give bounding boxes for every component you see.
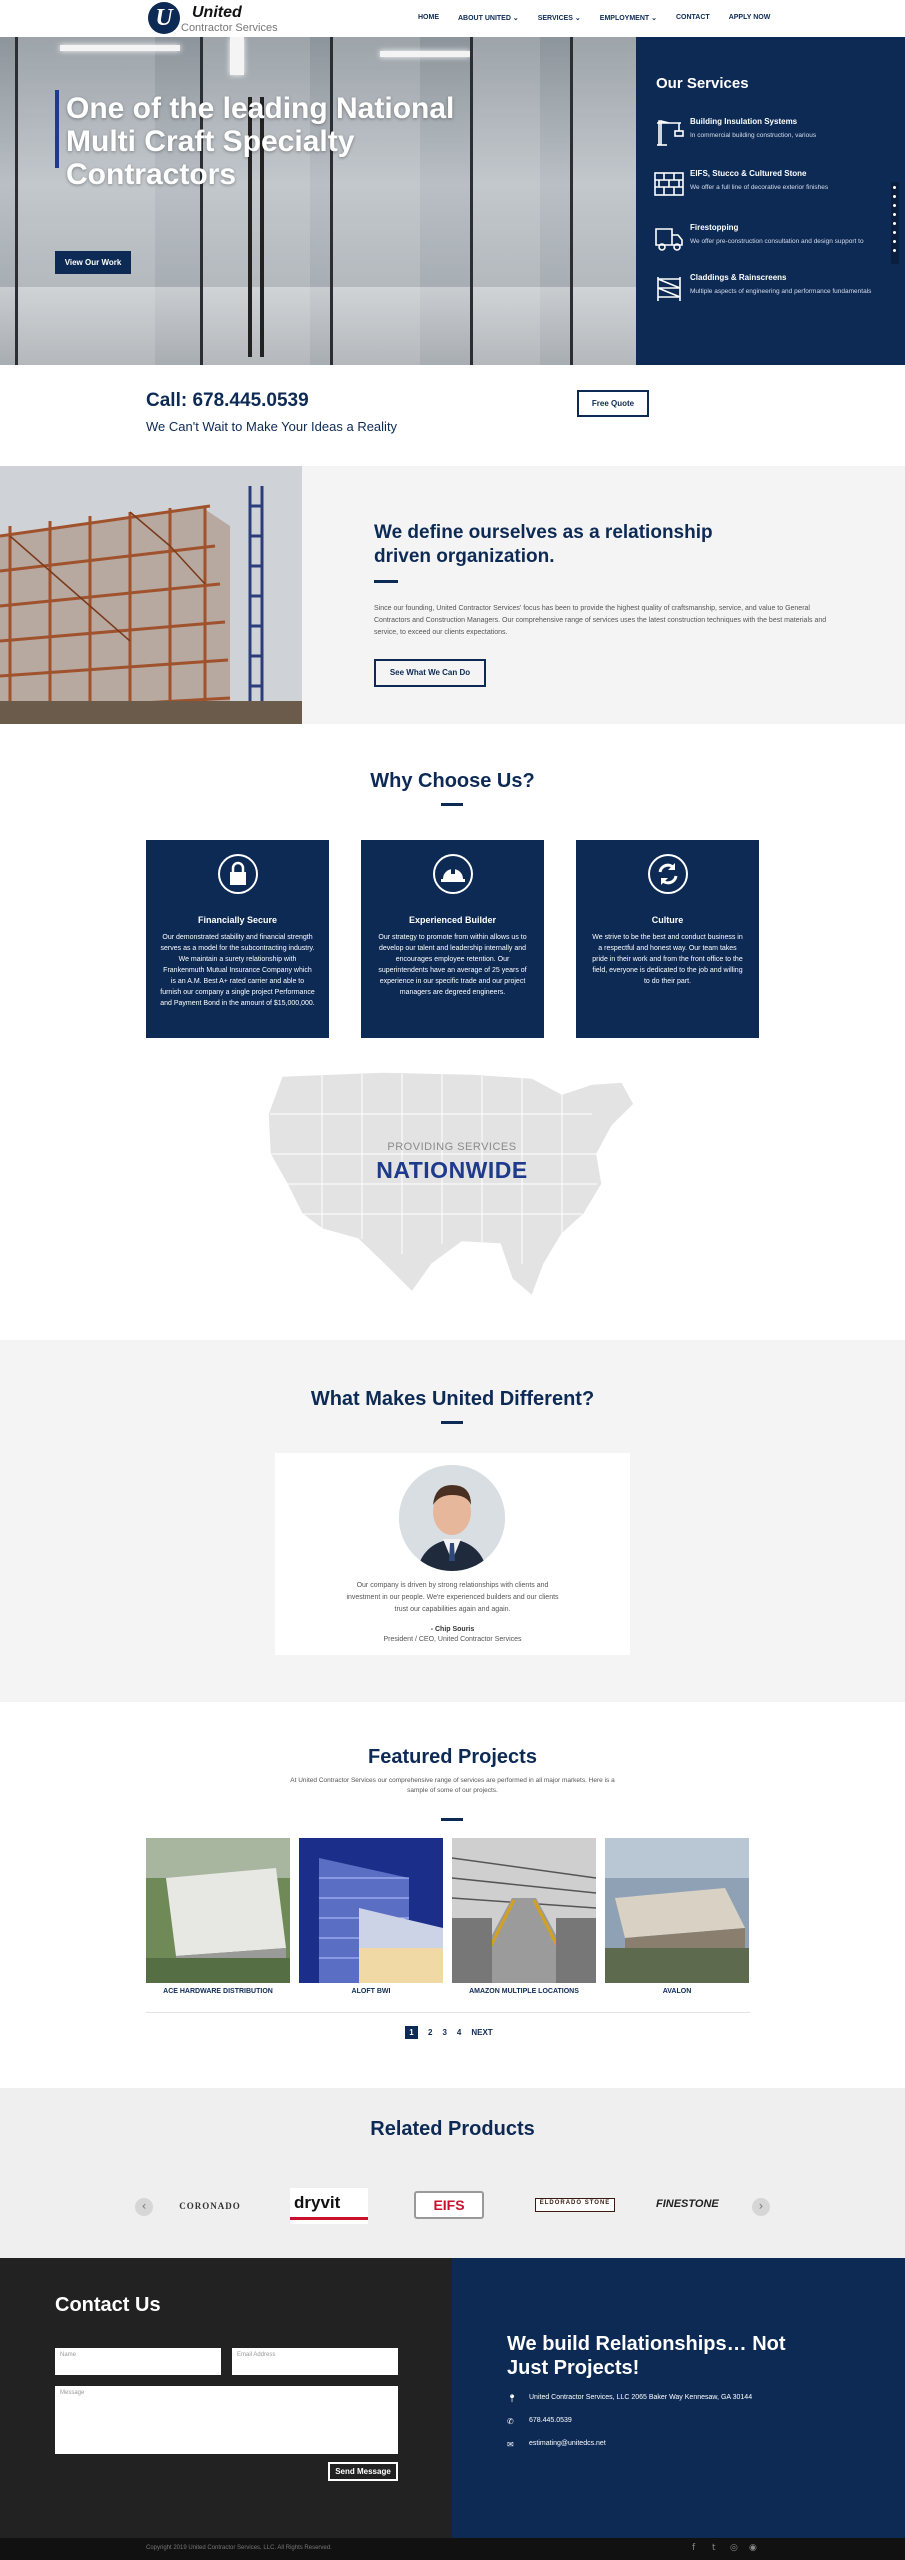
hero-banner — [0, 37, 636, 365]
service-title: Firestopping — [690, 223, 739, 232]
free-quote-button[interactable]: Free Quote — [577, 390, 649, 417]
carousel-prev-button[interactable]: ‹ — [135, 2198, 153, 2216]
testimonial-author: - Chip Souris — [430, 1626, 475, 1633]
service-title: EIFS, Stucco & Cultured Stone — [690, 169, 807, 178]
phone-icon: ✆ — [507, 2417, 514, 2426]
instagram-icon[interactable]: ◎ — [730, 2543, 738, 2553]
hero-title: One of the leading National Multi Craft Specialty Contractors — [66, 92, 455, 191]
hero-accent-bar — [55, 90, 59, 168]
glass-panel — [15, 37, 155, 365]
brand-eldorado[interactable]: ELDORADO STONE — [535, 2188, 615, 2224]
relationships-title: We build Relationships… Not Just Projects! — [507, 2333, 786, 2379]
message-textarea[interactable]: Message — [55, 2386, 398, 2454]
services-panel — [636, 37, 905, 365]
email-row[interactable] — [507, 2440, 606, 2449]
page-3[interactable]: 3 — [442, 2028, 447, 2037]
define-title: We define ourselves as a relationship driven organization. — [374, 522, 713, 567]
nav-home[interactable]: HOME — [418, 14, 439, 21]
card-financially-secure — [146, 840, 329, 1038]
related-title: Related Products — [370, 2118, 535, 2140]
call-section — [0, 365, 905, 465]
brand-stripe — [290, 2217, 368, 2220]
glass-panel — [470, 37, 540, 365]
address-text: United Contractor Services, LLC 2065 Baker Way Kennesaw, GA 30144 — [529, 2394, 753, 2401]
project-card[interactable] — [452, 1838, 596, 1995]
logo-subtitle: Contractor Services — [181, 22, 278, 34]
nav-apply-now[interactable]: APPLY NOW — [728, 14, 771, 21]
phone-text[interactable]: 678.445.0539 — [529, 2417, 572, 2424]
project-image[interactable] — [299, 1838, 443, 1983]
map-headline: NATIONWIDE — [376, 1157, 528, 1183]
service-desc: Multiple aspects of engineering and performance fundamentals — [690, 288, 872, 295]
map-pin-icon: 📍︎ — [507, 2394, 518, 2403]
slide-dot[interactable] — [893, 240, 896, 243]
project-image[interactable] — [146, 1838, 290, 1983]
phone-row[interactable] — [507, 2417, 572, 2426]
service-desc: In commercial building construction, various — [690, 132, 817, 139]
card-experienced-builder — [361, 840, 544, 1038]
define-text: Since our founding, United Contractor Services' focus has been to provide the highest quality of craftsmanship, service, and value to General Contractors and Construction Managers. Our comprehensive range of services uses the latest construction techniques with the best materials and service, to exceed our clients expectations. — [374, 605, 827, 636]
slide-dot[interactable] — [893, 222, 896, 225]
envelope-icon: ✉ — [507, 2440, 514, 2449]
title-underline — [441, 1818, 463, 1821]
project-image[interactable] — [605, 1838, 749, 1983]
card-title: Financially Secure — [197, 915, 278, 925]
slide-dot[interactable] — [893, 213, 896, 216]
glass-panel — [330, 37, 420, 365]
lock-icon — [218, 854, 258, 894]
different-title: What Makes United Different? — [310, 1388, 595, 1410]
logo-name: United — [192, 4, 242, 21]
slide-dot[interactable] — [893, 204, 896, 207]
call-tagline: We Can't Wait to Make Your Ideas a Reality — [146, 419, 398, 434]
service-desc: We offer a full line of decorative exterior finishes — [690, 184, 829, 191]
brand-coronado[interactable]: CORONADO — [179, 2201, 241, 2211]
main-nav — [418, 14, 789, 22]
glass-panel — [200, 37, 310, 365]
map-caption: PROVIDING SERVICES — [387, 1141, 517, 1153]
title-underline — [441, 1421, 463, 1424]
card-culture — [576, 840, 759, 1038]
nav-services[interactable]: SERVICES ⌄ — [537, 15, 581, 22]
project-image[interactable] — [452, 1838, 596, 1983]
card-title: Experienced Builder — [408, 915, 497, 925]
page-next[interactable]: NEXT — [471, 2028, 493, 2037]
see-what-we-can-do-button[interactable]: See What We Can Do — [374, 659, 486, 687]
card-text: We strive to be the best and conduct business in a respectful and honest way. Our team takes pride in their work and from the front office to the field, everyone is dedicated to the job and willing to do their part. — [592, 934, 743, 985]
slide-dot[interactable] — [893, 186, 896, 189]
email-text[interactable]: estimating@unitedcs.net — [529, 2440, 606, 2447]
page-2[interactable]: 2 — [428, 2028, 433, 2037]
slide-dot[interactable] — [893, 195, 896, 198]
address-row — [507, 2394, 753, 2403]
refresh-icon — [648, 854, 688, 894]
slide-dots — [891, 182, 899, 264]
name-input[interactable]: Name — [55, 2348, 221, 2375]
project-caption[interactable]: ACE HARDWARE DISTRIBUTION — [163, 1988, 273, 1995]
project-card[interactable] — [605, 1838, 749, 1995]
divider — [146, 2012, 750, 2013]
title-underline — [441, 803, 463, 806]
project-card[interactable] — [299, 1838, 443, 1995]
service-desc: We offer pre-construction consultation and design support to — [690, 238, 864, 245]
card-text: Our demonstrated stability and financial strength serves as a model for the subcontracting industry. We maintain a surety relationship with Frankenmuth Mutual Insurance Company which is an A.M. Best A+ rated carrier and able to furnish our company a single project Performance and Payment Bond in the amount of $15,000,000. — [160, 934, 315, 1007]
card-title: Culture — [651, 915, 684, 925]
service-title: Claddings & Rainscreens — [690, 273, 787, 282]
slide-dot[interactable] — [893, 231, 896, 234]
nav-contact[interactable]: CONTACT — [676, 14, 710, 21]
avatar — [399, 1465, 505, 1571]
projects-title: Featured Projects — [368, 1746, 537, 1768]
title-underline — [374, 580, 398, 583]
scaffold-icon — [654, 273, 684, 303]
service-title: Building Insulation Systems — [690, 117, 798, 126]
testimonial-role: President / CEO, United Contractor Services — [383, 1636, 522, 1643]
page-1[interactable]: 1 — [405, 2026, 418, 2039]
footer — [0, 2538, 905, 2560]
testimonial-quote: Our company is driven by strong relationships with clients and investment in our people. We're experienced builders and our clients trust our capabilities again and again. — [346, 1582, 559, 1613]
crane-icon — [654, 117, 684, 147]
logo-mark: U — [148, 2, 180, 34]
facebook-icon[interactable]: f — [692, 2543, 696, 2553]
project-caption[interactable]: ALOFT BWI — [351, 1988, 391, 1995]
rss-icon[interactable]: ◉ — [749, 2543, 757, 2553]
slide-dot[interactable] — [893, 249, 896, 252]
brick-wall-icon — [654, 169, 684, 199]
glass-panel — [570, 37, 636, 365]
brand-dryvit[interactable]: dryvit — [290, 2188, 368, 2224]
logo[interactable] — [148, 2, 278, 35]
pagination — [405, 2026, 503, 2039]
brand-eifs[interactable]: EIFS — [414, 2188, 484, 2224]
carousel-next-button[interactable]: › — [752, 2198, 770, 2216]
email-input[interactable]: Email Address — [232, 2348, 398, 2375]
brand-finestone[interactable]: FINESTONE — [656, 2198, 719, 2210]
twitter-icon[interactable]: t — [712, 2543, 716, 2553]
scaffold-photo — [0, 466, 302, 724]
view-our-work-button[interactable]: View Our Work — [55, 251, 131, 274]
building-scaffold-image — [0, 466, 302, 724]
projects-subtitle: At United Contractor Services our comprehensive range of services are performed in all major markets. Here is a sample of some of our projects. — [290, 1777, 615, 1794]
why-title: Why Choose Us? — [370, 770, 535, 792]
project-caption[interactable]: AMAZON MULTIPLE LOCATIONS — [469, 1988, 579, 1995]
truck-icon — [654, 223, 684, 253]
page-4[interactable]: 4 — [456, 2028, 462, 2037]
card-text: Our strategy to promote from within allows us to develop our talent and leadership internally and encourages employee retention. Our superintendents have an average of 25 years of experience in our specific trade and our project managers are degreed engineers. — [378, 934, 527, 996]
copyright: Copyright 2019 United Contractor Services, LLC. All Rights Reserved. — [146, 2545, 332, 2551]
nav-employment[interactable]: EMPLOYMENT ⌄ — [599, 15, 657, 22]
project-caption[interactable]: AVALON — [662, 1988, 692, 1995]
project-card[interactable] — [146, 1838, 290, 1995]
nav-about[interactable]: ABOUT UNITED ⌄ — [458, 15, 519, 22]
send-message-button[interactable]: Send Message — [328, 2462, 398, 2481]
contact-title: Contact Us — [55, 2294, 161, 2316]
site-header — [0, 0, 905, 37]
related-section — [0, 2088, 905, 2258]
services-title: Our Services — [656, 75, 749, 92]
call-number[interactable]: Call: 678.445.0539 — [146, 390, 309, 411]
hard-hat-icon — [433, 854, 473, 894]
